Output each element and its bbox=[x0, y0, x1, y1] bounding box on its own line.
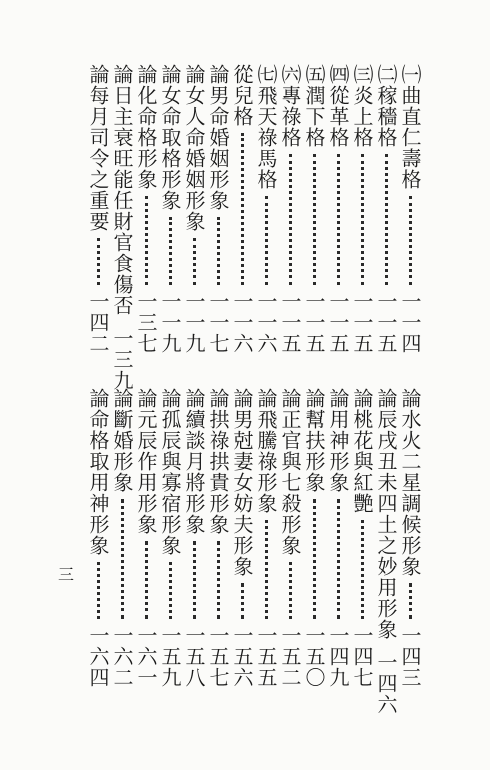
leader-dots bbox=[361, 154, 364, 285]
leader-dots bbox=[169, 217, 172, 285]
entry-title: 論男尅妻女妨夫形象 bbox=[230, 388, 254, 577]
entry-page-number: 一一七 bbox=[206, 291, 230, 354]
entry-title: 論飛騰祿形象 bbox=[254, 388, 278, 514]
entry-title: 論男命婚姻形象 bbox=[206, 64, 230, 211]
toc-entry bbox=[181, 388, 207, 688]
toc-entry bbox=[253, 64, 279, 354]
leader-dots bbox=[193, 541, 196, 619]
leader-dots bbox=[121, 499, 124, 619]
leader-dots bbox=[409, 583, 412, 619]
toc-entry bbox=[253, 388, 279, 688]
entry-page-number: 一三七 bbox=[134, 291, 158, 354]
toc-entry bbox=[325, 388, 351, 688]
toc-entry bbox=[397, 64, 423, 354]
leader-dots bbox=[193, 238, 196, 285]
page-number-folio: 三 bbox=[58, 565, 75, 584]
entry-page-number: 一五九 bbox=[158, 625, 182, 688]
entry-page-number: 一四七 bbox=[350, 625, 374, 688]
entry-page-number: 一一五 bbox=[326, 291, 350, 354]
leader-dots bbox=[289, 154, 292, 285]
entry-title: ㈥專祿格 bbox=[278, 64, 302, 148]
entry-title: 論拱祿拱貴形象 bbox=[206, 388, 230, 535]
entry-page-number: 一六四 bbox=[86, 625, 110, 688]
entry-title: 論桃花與紅艷 bbox=[350, 388, 374, 514]
leader-dots bbox=[409, 196, 412, 285]
toc-entry bbox=[157, 64, 183, 354]
entry-title: 論每月司令之重要 bbox=[86, 64, 110, 232]
toc-entry bbox=[85, 64, 111, 354]
toc-entry bbox=[277, 388, 303, 688]
entry-title: 從兒格 bbox=[230, 64, 254, 127]
entry-page-number: 一五六 bbox=[230, 625, 254, 688]
toc-entry bbox=[181, 64, 207, 354]
entry-title: 論幫扶形象 bbox=[302, 388, 326, 493]
entry-title: 論命格取用神形象 bbox=[86, 388, 110, 556]
toc-entry bbox=[229, 64, 255, 354]
entry-title: 論水火二星調候形象 bbox=[398, 388, 422, 577]
entry-title: ㈦飛天祿馬格 bbox=[254, 64, 278, 190]
entry-page-number: 一一五 bbox=[374, 291, 398, 354]
toc-entry bbox=[109, 64, 135, 391]
leader-dots bbox=[241, 583, 244, 619]
entry-title: ㈣從革格 bbox=[326, 64, 350, 148]
entry-title: ㈢炎上格 bbox=[350, 64, 374, 148]
toc-entry bbox=[157, 388, 183, 688]
entry-title: 論孤辰與寡宿形象 bbox=[158, 388, 182, 556]
entry-title: 論元辰作用形象 bbox=[134, 388, 158, 535]
leader-dots bbox=[337, 154, 340, 285]
entry-title: 論女命取格形象 bbox=[158, 64, 182, 211]
entry-page-number: 一五〇 bbox=[302, 625, 326, 688]
entry-page-number: 一一五 bbox=[302, 291, 326, 354]
leader-dots bbox=[265, 196, 268, 285]
leader-dots bbox=[97, 562, 100, 619]
entry-title: ㈡稼穡格 bbox=[374, 64, 398, 148]
entry-title: 論正官與七殺形象 bbox=[278, 388, 302, 556]
leader-dots bbox=[217, 217, 220, 285]
leader-dots bbox=[313, 499, 316, 619]
toc-entry bbox=[133, 388, 159, 688]
toc-entry bbox=[205, 64, 231, 354]
leader-dots bbox=[361, 520, 364, 619]
entry-title: 論斷婚形象 bbox=[110, 388, 134, 493]
toc-entry bbox=[85, 388, 111, 688]
entry-title: 論化命格形象 bbox=[134, 64, 158, 190]
entry-page-number: 一三九 bbox=[110, 328, 134, 391]
leader-dots bbox=[289, 562, 292, 619]
entry-page-number: 一五七 bbox=[206, 625, 230, 688]
entry-page-number: 一四三 bbox=[398, 625, 422, 688]
entry-page-number: 一一六 bbox=[230, 291, 254, 354]
toc-entry bbox=[277, 64, 303, 354]
leader-dots bbox=[313, 154, 316, 285]
toc-entry bbox=[205, 388, 231, 688]
toc-entry bbox=[133, 64, 159, 354]
toc-entry bbox=[229, 388, 255, 688]
entry-page-number: 一一五 bbox=[350, 291, 374, 354]
entry-page-number: 一四六 bbox=[374, 652, 398, 715]
entry-page-number: 一五五 bbox=[254, 625, 278, 688]
entry-page-number: 一一九 bbox=[158, 291, 182, 354]
leader-dots bbox=[337, 499, 340, 619]
toc-entry bbox=[301, 64, 327, 354]
entry-page-number: 一四九 bbox=[326, 625, 350, 688]
entry-page-number: 一六二 bbox=[110, 625, 134, 688]
entry-title: ㈠曲直仁壽格 bbox=[398, 64, 422, 190]
entry-title: 論女人命婚姻形象 bbox=[182, 64, 206, 232]
leader-dots bbox=[145, 196, 148, 285]
toc-entry bbox=[349, 64, 375, 354]
entry-page-number: 一一六 bbox=[254, 291, 278, 354]
entry-title: 論續談月將形象 bbox=[182, 388, 206, 535]
entry-title: ㈤潤下格 bbox=[302, 64, 326, 148]
toc-entry bbox=[397, 388, 423, 688]
entry-page-number: 一五八 bbox=[182, 625, 206, 688]
entry-title: 論日主衰旺能任財官食傷否 bbox=[110, 64, 134, 316]
entry-page-number: 一一九 bbox=[182, 291, 206, 354]
leader-dots bbox=[265, 520, 268, 619]
entry-page-number: 一五二 bbox=[278, 625, 302, 688]
leader-dots bbox=[217, 541, 220, 619]
entry-page-number: 一四二 bbox=[86, 291, 110, 354]
entry-page-number: 一一五 bbox=[278, 291, 302, 354]
toc-entry bbox=[373, 388, 399, 715]
entry-page-number: 一一四 bbox=[398, 291, 422, 354]
leader-dots bbox=[145, 541, 148, 619]
entry-title: 論辰戌丑未四土之妙用形象 bbox=[374, 388, 398, 640]
entry-title: 論用神形象 bbox=[326, 388, 350, 493]
toc-entry bbox=[325, 64, 351, 354]
leader-dots bbox=[169, 562, 172, 619]
leader-dots bbox=[241, 133, 244, 285]
toc-entry bbox=[109, 388, 135, 688]
toc-entry bbox=[349, 388, 375, 688]
leader-dots bbox=[97, 238, 100, 285]
leader-dots bbox=[385, 154, 388, 285]
toc-entry bbox=[373, 64, 399, 354]
toc-entry bbox=[301, 388, 327, 688]
entry-page-number: 一六一 bbox=[134, 625, 158, 688]
